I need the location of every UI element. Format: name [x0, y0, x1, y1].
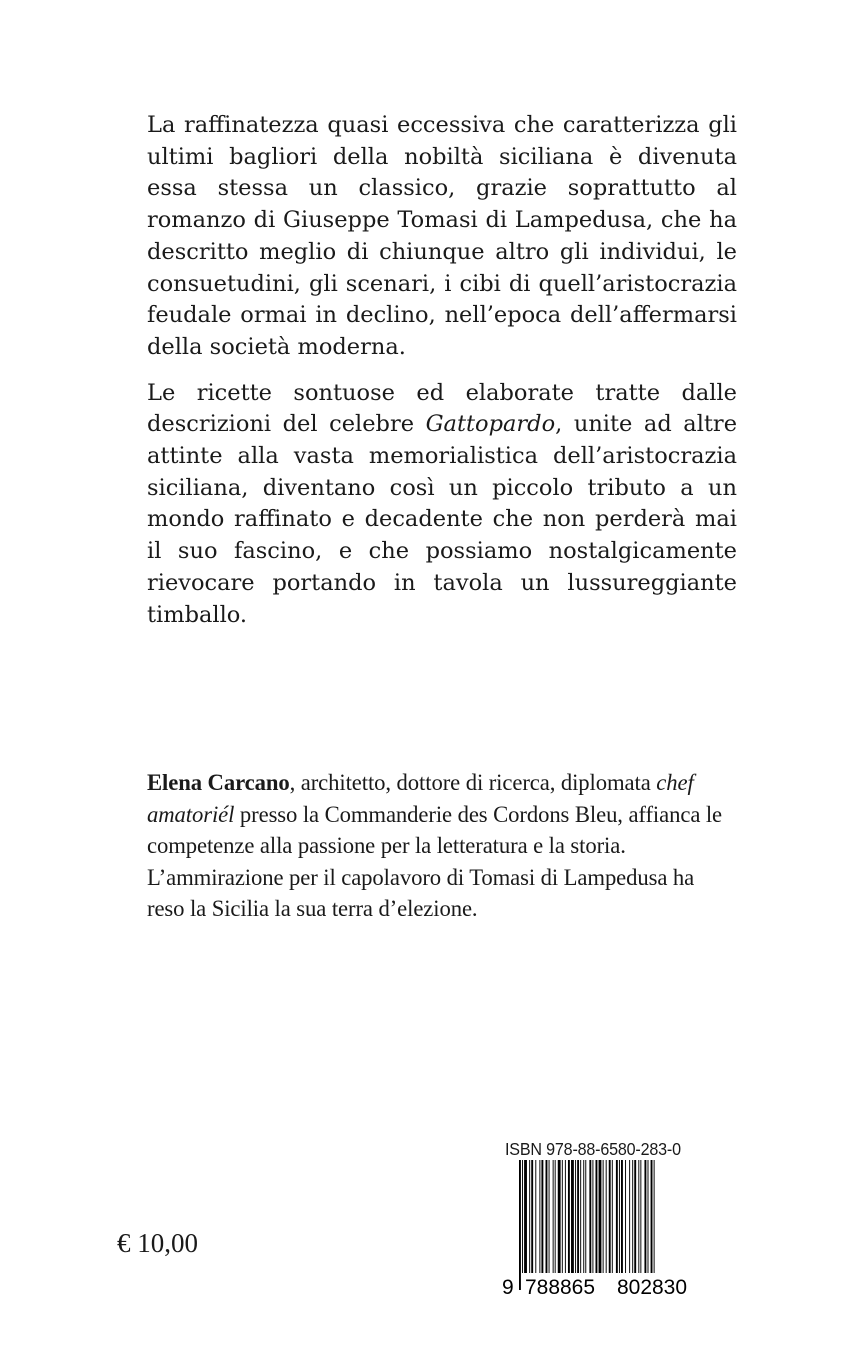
barcode-bar [549, 1160, 550, 1273]
barcode-bar [565, 1160, 566, 1273]
barcode-bar [634, 1160, 636, 1273]
author-bio [147, 767, 737, 925]
barcode-bar [553, 1160, 554, 1273]
barcode-bar [629, 1160, 630, 1273]
barcode-bar [651, 1160, 653, 1290]
blurb-paragraph-2-end: , unite ad altre attinte alla vasta memorialistica dell’aristocrazia siciliana, diventano così un piccolo tributo a un mondo raffinato e decadente che non perderà mai il suo fascino, e che possiamo nostalgicamente rievocare portando in tavola un lussureggiante timballo. [147, 411, 738, 628]
back-cover-blurb [147, 110, 737, 631]
barcode-bar [621, 1160, 623, 1273]
barcode-bar [638, 1160, 639, 1273]
barcode-bar [539, 1160, 540, 1273]
barcode-bar [531, 1160, 533, 1273]
barcode-bar [562, 1160, 563, 1273]
barcode-bar [625, 1160, 626, 1273]
barcode-bar [599, 1160, 602, 1273]
barcode-bar [609, 1160, 611, 1273]
barcode-bar [555, 1160, 556, 1273]
isbn-barcode [501, 1160, 711, 1300]
author-name: Elena Carcano [147, 770, 290, 795]
barcode-bar [648, 1160, 649, 1273]
barcode-bar [577, 1160, 579, 1273]
barcode-bar [524, 1160, 527, 1273]
barcode-left-digits: 788865 [525, 1276, 595, 1299]
barcode-bar [644, 1160, 646, 1273]
blurb-paragraph-1: La raffinatezza quasi eccessiva che caratterizza gli ultimi bagliori della nobiltà siciliana è divenuta essa stessa un classico, grazie soprattutto al romanzo di Giuseppe Tomasi di Lampedusa, che ha descritto meglio di chiunque altro gli individui, le consuetudini, gli scenari, i cibi di quell’aristocrazia feudale ormai in declino, nell’epoca dell’affermarsi della società moderna. [147, 112, 737, 360]
isbn-label: ISBN 978-88-6580-283-0 [505, 1139, 681, 1159]
barcode-bar [575, 1160, 576, 1273]
barcode-bars [519, 1160, 655, 1290]
barcode-bar [606, 1160, 607, 1273]
barcode-bar [580, 1160, 581, 1273]
barcode-bar [535, 1160, 536, 1273]
barcode-bar [541, 1160, 543, 1273]
author-bio-part-1: , architetto, dottore di ricerca, diplomata [289, 770, 657, 795]
barcode-bar [612, 1160, 613, 1273]
barcode-bar [529, 1160, 530, 1273]
price-label: € 10,00 [117, 1228, 198, 1258]
barcode-bar [616, 1160, 618, 1273]
barcode-bar [592, 1160, 593, 1290]
barcode-bar [585, 1160, 586, 1273]
book-title-gattopardo: Gattopardo [425, 411, 556, 438]
barcode-bar [589, 1160, 591, 1290]
barcode-bar [619, 1160, 620, 1273]
barcode-bar [603, 1160, 604, 1273]
barcode-right-digits: 802830 [617, 1276, 687, 1299]
barcode-bar [632, 1160, 633, 1273]
blurb-paragraph-2 [147, 378, 737, 632]
blurb-paragraph-2-start: Le ricette sontuose ed elaborate tratte dalle descrizioni del celebre [147, 379, 737, 438]
barcode-first-digit: 9 [502, 1276, 514, 1299]
barcode-bar [640, 1160, 641, 1273]
barcode-bar [583, 1160, 584, 1273]
barcode-bar [568, 1160, 570, 1273]
barcode-bar [519, 1160, 521, 1290]
barcode-bar [654, 1160, 655, 1290]
barcode-bar [596, 1160, 598, 1273]
author-bio-text [147, 767, 737, 925]
barcode-bar [558, 1160, 561, 1273]
barcode-bar [571, 1160, 574, 1273]
barcode-bar [522, 1160, 523, 1290]
author-bio-part-2: presso la Commanderie des Cordons Bleu, affianca le competenze alla passione per la letteratura e la storia. L’ammirazione per il capolavoro di Tomasi di Lampedusa ha reso la Sicilia la sua terra d’elezione. [147, 801, 723, 921]
barcode-bar [546, 1160, 548, 1273]
chef-title: chef amatoriél [147, 770, 694, 827]
